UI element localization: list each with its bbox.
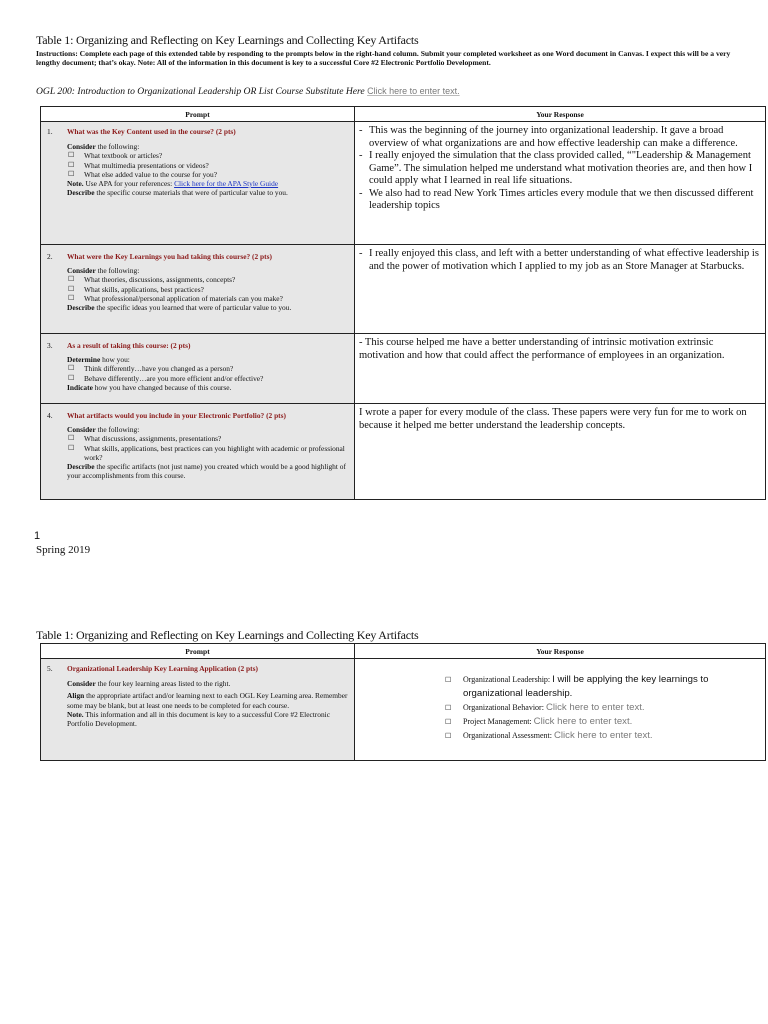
- list-item: ☐ What multimedia presentations or videos?: [68, 160, 209, 170]
- list-item: ☐ What skills, applications, best practices can you highlight with academic or professional work?: [68, 443, 345, 462]
- behavior-text-field[interactable]: Click here to enter text.: [545, 702, 645, 713]
- describe-label: Describe: [67, 303, 95, 313]
- key-learning-area-assessment: [445, 729, 755, 743]
- response-cell[interactable]: [355, 659, 766, 761]
- table-row: [41, 245, 766, 334]
- row-number: 1.: [47, 127, 53, 136]
- indicate-label: Indicate: [67, 382, 93, 392]
- align-label: Align: [67, 691, 85, 701]
- list-item: ☐ What theories, discussions, assignments, concepts?: [68, 275, 236, 285]
- key-learning-area-project-management: [445, 715, 755, 729]
- question: What artifacts would you include in your Electronic Portfolio? (2 pts): [67, 411, 286, 420]
- table-row: [41, 334, 766, 404]
- response-cell[interactable]: [355, 245, 766, 334]
- describe-label: Describe: [67, 188, 95, 198]
- determine-label: Determine: [67, 355, 101, 365]
- table-row: [41, 659, 766, 761]
- question: Organizational Leadership Key Learning Application (2 pts): [67, 664, 258, 673]
- prompt-cell: [41, 245, 355, 334]
- indicate-text: how you have changed because of this course.: [92, 382, 232, 392]
- align-text: the appropriate artifact and/or learning next to each OGL Key Learning area. Remember some may be blank, but at least one needs to be completed for each course.: [67, 691, 348, 710]
- response-item: I wrote a paper for every module of the class. These papers were very fun for me to work on because it helped me better understand the leadership concepts.: [359, 407, 747, 431]
- prompt-header: Prompt: [41, 107, 355, 122]
- note-text: This information and all in this document is key to a successful Core #2 Electronic Portfolio Development.: [67, 709, 330, 729]
- describe-text: the specific artifacts (not just name) you created which would be a good highlight of your accomplishments from this course.: [67, 462, 346, 481]
- consider-label: Consider: [67, 142, 96, 152]
- determine-text: how you:: [100, 355, 130, 365]
- project-management-text-field[interactable]: Click here to enter text.: [533, 716, 633, 727]
- checkbox-bullet-icon: ☐: [68, 160, 75, 169]
- checkbox-bullet-icon: ☐: [68, 284, 75, 293]
- list-item: ☐ What else added value to the course for you?: [68, 169, 217, 179]
- response-header: Your Response: [355, 107, 766, 122]
- response-item: - I really enjoyed the simulation that the class provided called, “"Leadership & Management Game”. The simulation helped me understand what motivation theories are, and then how I could apply what I learned in real life situations.: [359, 150, 753, 186]
- checkbox-bullet-icon: ☐: [68, 293, 75, 302]
- course-line: [36, 86, 460, 97]
- row-number: 3.: [47, 341, 53, 350]
- consider-label: Consider: [67, 266, 96, 276]
- footer-term: Spring 2019: [36, 544, 91, 556]
- consider-label: Consider: [67, 425, 96, 435]
- list-item: ☐ What professional/personal application of materials can you make?: [68, 293, 283, 303]
- checkbox-bullet-icon: ☐: [68, 275, 75, 284]
- response-item: - This was the beginning of the journey into organizational leadership. It gave a broad overview of what organizations are and how effective leadership can make a difference.: [359, 125, 738, 149]
- area-label: Organizational Behavior:: [463, 703, 544, 712]
- describe-label: Describe: [67, 462, 95, 472]
- key-learnings-table: [40, 106, 766, 500]
- response-header: Your Response: [355, 644, 766, 659]
- course-name: OGL 200: Introduction to Organizational Leadership OR List Course Substitute Here: [36, 86, 365, 97]
- area-label: Organizational Leadership:: [463, 675, 551, 684]
- checkbox-bullet-icon: ☐: [68, 373, 75, 382]
- question: What was the Key Content used in the course? (2 pts): [67, 127, 236, 136]
- note-label: Note.: [67, 179, 84, 189]
- table-row: [41, 122, 766, 245]
- question: As a result of taking this course: (2 pts): [67, 341, 191, 350]
- note-text: Use APA for your references:: [83, 179, 175, 189]
- checkbox-bullet-icon: ☐: [445, 676, 452, 684]
- key-learning-area-behavior: [445, 701, 755, 715]
- response-cell[interactable]: [355, 334, 766, 404]
- apa-style-guide-link[interactable]: Click here for the APA Style Guide: [174, 179, 279, 189]
- assessment-text-field[interactable]: Click here to enter text.: [553, 730, 653, 741]
- row-number: 4.: [47, 411, 53, 420]
- list-item: ☐ Think differently…have you changed as a person?: [68, 364, 234, 374]
- prompt-cell: [41, 334, 355, 404]
- consider-text: the four key learning areas listed to the right.: [95, 679, 231, 689]
- describe-text: the specific course materials that were of particular value to you.: [94, 188, 288, 198]
- checkbox-bullet-icon: ☐: [445, 732, 452, 740]
- list-item: ☐ What textbook or articles?: [68, 151, 163, 161]
- consider-text: the following:: [95, 425, 140, 435]
- key-learnings-table-page-2: [40, 643, 766, 761]
- prompt-cell: [41, 122, 355, 245]
- key-learning-area-leadership: [445, 673, 755, 701]
- checkbox-bullet-icon: ☐: [445, 704, 452, 712]
- page-number: 1: [34, 530, 41, 542]
- response-item: - This course helped me have a better understanding of intrinsic motivation extrinsic motivation and how that could affect the performance of employees in an organization.: [359, 337, 725, 361]
- response-cell[interactable]: [355, 404, 766, 500]
- response-cell[interactable]: [355, 122, 766, 245]
- table-title: Table 1: Organizing and Reflecting on Key Learnings and Collecting Key Artifacts: [36, 33, 419, 47]
- response-item: - We also had to read New York Times articles every module that we then discussed different leadership topics: [359, 187, 754, 211]
- course-placeholder-field[interactable]: Click here to enter text.: [367, 86, 460, 96]
- table-title-page-2: Table 1: Organizing and Reflecting on Key Learnings and Collecting Key Artifacts: [36, 628, 419, 642]
- checkbox-bullet-icon: ☐: [445, 718, 452, 726]
- question: What were the Key Learnings you had taking this course? (2 pts): [67, 252, 272, 261]
- list-item: ☐ What skills, applications, best practices?: [68, 284, 204, 294]
- response-item: - I really enjoyed this class, and left with a better understanding of what effective leadership is and the power of motivation which I applied to my job as an Store Manager at Starbucks.: [359, 248, 759, 272]
- checkbox-bullet-icon: ☐: [68, 364, 75, 373]
- checkbox-bullet-icon: ☐: [68, 443, 75, 452]
- checkbox-bullet-icon: ☐: [68, 151, 75, 160]
- prompt-cell: [41, 659, 355, 761]
- instructions: Instructions: Complete each page of this extended table by responding to the prompts below in the right-hand column. Submit your completed worksheet as one Word document in Canvas. I expect this will be a very lengthy document; that’s okay. Note: All of the information in this document is key to a successful Core #2 Electronic Portfolio Development.: [36, 49, 731, 68]
- list-item: ☐ What discussions, assignments, presentations?: [68, 434, 222, 444]
- list-item: ☐ Behave differently…are you more efficient and/or effective?: [68, 373, 264, 383]
- checkbox-bullet-icon: ☐: [68, 434, 75, 443]
- describe-text: the specific ideas you learned that were of particular value to you.: [94, 303, 292, 313]
- note-label: Note.: [67, 709, 84, 719]
- consider-text: the following:: [95, 266, 140, 276]
- row-number: 2.: [47, 252, 53, 261]
- prompt-cell: [41, 404, 355, 500]
- table-row: [41, 404, 766, 500]
- checkbox-bullet-icon: ☐: [68, 169, 75, 178]
- prompt-header: Prompt: [41, 644, 355, 659]
- area-label: Project Management:: [463, 717, 532, 726]
- consider-label: Consider: [67, 679, 96, 689]
- leadership-text-field[interactable]: I will be applying the key learnings to organizational leadership.: [463, 674, 709, 699]
- row-number: 5.: [47, 664, 53, 673]
- area-label: Organizational Assessment:: [463, 731, 552, 740]
- consider-text: the following:: [95, 142, 140, 152]
